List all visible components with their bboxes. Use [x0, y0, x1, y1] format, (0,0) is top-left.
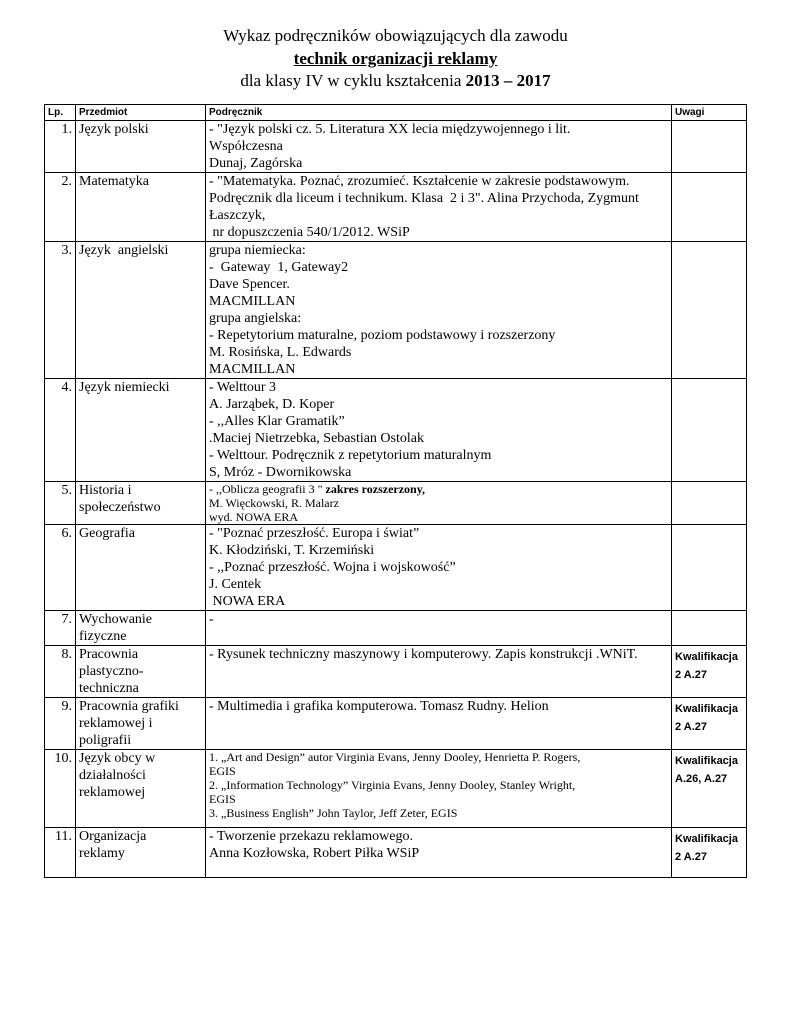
- notes-cell: [672, 828, 747, 878]
- row-number: 11.: [45, 828, 76, 878]
- textbook-cell: [206, 525, 672, 611]
- textbook-line: Dave Spencer.: [209, 277, 290, 292]
- textbook-line: wyd. NOWA ERA: [209, 510, 298, 524]
- class-cycle-prefix: dla klasy IV w cyklu kształcenia: [240, 71, 466, 90]
- table-row: [45, 173, 747, 242]
- textbook-line: - ,,Poznać przeszłość. Wojna i wojskowość”: [209, 560, 456, 575]
- subject-cell: [76, 611, 206, 646]
- textbook-line: - Rysunek techniczny maszynowy i komputerowy. Zapis konstrukcji .WNiT.: [209, 647, 638, 662]
- textbook-line: [209, 482, 668, 496]
- class-cycle-line: [0, 71, 791, 91]
- textbook-line: nr dopuszczenia 540/1/2012. WSiP: [209, 225, 410, 240]
- qualification-note: A.26, A.27: [675, 773, 728, 785]
- notes-cell: [672, 525, 747, 611]
- textbook-scope: zakres rozszerzony,: [325, 482, 426, 496]
- notes-cell: [672, 646, 747, 698]
- subject-cell: [76, 121, 206, 173]
- table-row: [45, 121, 747, 173]
- subject-line: Język niemiecki: [79, 380, 170, 395]
- qualification-note: 2 A.27: [675, 721, 708, 733]
- textbook-line: MACMILLAN: [209, 294, 296, 309]
- row-number: 4.: [45, 379, 76, 482]
- textbook-line: - Welttour 3: [209, 380, 277, 395]
- row-number: 5.: [45, 482, 76, 525]
- table-row: [45, 242, 747, 379]
- qualification-note: Kwalifikacja: [675, 755, 738, 767]
- textbook-cell: [206, 750, 672, 828]
- subject-line: Historia i: [79, 483, 132, 498]
- table-row: [45, 646, 747, 698]
- row-number: 9.: [45, 698, 76, 750]
- textbook-line: J. Centek: [209, 577, 262, 592]
- textbook-cell: [206, 379, 672, 482]
- table-row: [45, 750, 747, 828]
- textbook-table: [44, 104, 747, 878]
- subject-line: fizyczne: [79, 629, 127, 644]
- subject-line: reklamowej i: [79, 716, 153, 731]
- notes-cell: [672, 173, 747, 242]
- subject-line: Organizacja: [79, 829, 147, 844]
- notes-cell: [672, 121, 747, 173]
- subject-line: Język polski: [79, 122, 149, 137]
- subject-cell: [76, 698, 206, 750]
- subject-line: społeczeństwo: [79, 500, 161, 515]
- textbook-line: 1. „Art and Design” autor Virginia Evans, Jenny Dooley, Henrietta P. Rogers,: [209, 750, 581, 764]
- subject-line: plastyczno-: [79, 664, 144, 679]
- textbook-line: 3. „Business English” John Taylor, Jeff Zeter, EGIS: [209, 806, 458, 820]
- textbook-line: 2. „Information Technology” Virginia Evans, Jenny Dooley, Stanley Wright,: [209, 778, 576, 792]
- textbook-cell: [206, 698, 672, 750]
- textbook-line: .Maciej Nietrzebka, Sebastian Ostolak: [209, 431, 424, 446]
- textbook-line: - Repetytorium maturalne, poziom podstawowy i rozszerzony: [209, 328, 556, 343]
- qualification-note: 2 A.27: [675, 851, 708, 863]
- row-number: 1.: [45, 121, 76, 173]
- subject-line: Pracownia: [79, 647, 139, 662]
- textbook-line: Anna Kozłowska, Robert Piłka WSiP: [209, 846, 420, 861]
- subject-line: Wychowanie: [79, 612, 153, 627]
- textbook-cell: [206, 173, 672, 242]
- subject-cell: [76, 525, 206, 611]
- profession-name: technik organizacji reklamy: [293, 49, 498, 68]
- row-number: 7.: [45, 611, 76, 646]
- column-header-subject: Przedmiot: [76, 105, 206, 121]
- row-number: 10.: [45, 750, 76, 828]
- textbook-line: Łaszczyk,: [209, 208, 266, 223]
- subject-cell: [76, 646, 206, 698]
- row-number: 3.: [45, 242, 76, 379]
- table-header-row: [45, 105, 747, 121]
- textbook-line: - Multimedia i grafika komputerowa. Tomasz Rudny. Helion: [209, 699, 549, 714]
- textbook-line: -: [209, 612, 214, 627]
- notes-cell: [672, 750, 747, 828]
- table-row: [45, 525, 747, 611]
- textbook-line: - Gateway 1, Gateway2: [209, 260, 349, 275]
- textbook-line: M. Więckowski, R. Malarz: [209, 496, 339, 510]
- subject-line: techniczna: [79, 681, 139, 696]
- qualification-note: 2 A.27: [675, 669, 708, 681]
- subject-cell: [76, 750, 206, 828]
- column-header-lp: Lp.: [45, 105, 76, 121]
- textbook-line: Podręcznik dla liceum i technikum. Klasa 2 i 3". Alina Przychoda, Zygmunt: [209, 191, 639, 206]
- textbook-cell: [206, 482, 672, 525]
- cycle-years: 2013 – 2017: [465, 71, 551, 90]
- textbook-line: - "Matematyka. Poznać, zrozumieć. Kształcenie w zakresie podstawowym.: [209, 174, 630, 189]
- document-title: Wykaz podręczników obowiązujących dla zawodu: [223, 26, 568, 45]
- textbook-line: A. Jarząbek, D. Koper: [209, 397, 335, 412]
- textbook-cell: [206, 242, 672, 379]
- row-number: 8.: [45, 646, 76, 698]
- qualification-note: Kwalifikacja: [675, 651, 738, 663]
- textbook-line: EGIS: [209, 792, 236, 806]
- column-header-notes: Uwagi: [672, 105, 747, 121]
- textbook-cell: [206, 121, 672, 173]
- textbook-line: - "Język polski cz. 5. Literatura XX lecia międzywojennego i lit.: [209, 122, 571, 137]
- textbook-line: M. Rosińska, L. Edwards: [209, 345, 352, 360]
- qualification-note: Kwalifikacja: [675, 833, 738, 845]
- notes-cell: [672, 242, 747, 379]
- textbook-line: NOWA ERA: [209, 594, 286, 609]
- subject-line: Język obcy w: [79, 751, 156, 766]
- table-row: [45, 698, 747, 750]
- subject-line: Geografia: [79, 526, 135, 541]
- textbook-line: - "Poznać przeszłość. Europa i świat”: [209, 526, 420, 541]
- row-number: 2.: [45, 173, 76, 242]
- textbook-line: grupa niemiecka:: [209, 243, 306, 258]
- textbook-line: S, Mróz - Dwornikowska: [209, 465, 352, 480]
- table-row: [45, 482, 747, 525]
- textbook-line: - Welttour. Podręcznik z repetytorium maturalnym: [209, 448, 492, 463]
- row-number: 6.: [45, 525, 76, 611]
- subject-cell: [76, 242, 206, 379]
- textbook-line: EGIS: [209, 764, 236, 778]
- subject-cell: [76, 379, 206, 482]
- textbook-line: grupa angielska:: [209, 311, 302, 326]
- table-row: [45, 379, 747, 482]
- textbook-line: MACMILLAN: [209, 362, 296, 377]
- table-body: [45, 121, 747, 878]
- table-row: [45, 828, 747, 878]
- notes-cell: [672, 698, 747, 750]
- notes-cell: [672, 482, 747, 525]
- notes-cell: [672, 611, 747, 646]
- textbook-line: Współczesna: [209, 139, 283, 154]
- subject-line: poligrafii: [79, 733, 132, 748]
- subject-line: reklamowej: [79, 785, 146, 800]
- subject-line: działalności: [79, 768, 146, 783]
- table-row: [45, 611, 747, 646]
- textbook-cell: [206, 828, 672, 878]
- subject-cell: [76, 173, 206, 242]
- subject-line: Pracownia grafiki: [79, 699, 179, 714]
- qualification-note: Kwalifikacja: [675, 703, 738, 715]
- textbook-line: K. Kłodziński, T. Krzemiński: [209, 543, 375, 558]
- subject-cell: [76, 828, 206, 878]
- textbook-line: Dunaj, Zagórska: [209, 156, 303, 171]
- subject-line: Matematyka: [79, 174, 149, 189]
- subject-line: Język angielski: [79, 243, 169, 258]
- textbook-cell: [206, 646, 672, 698]
- notes-cell: [672, 379, 747, 482]
- textbook-line: - Tworzenie przekazu reklamowego.: [209, 829, 413, 844]
- column-header-textbook: Podręcznik: [206, 105, 672, 121]
- subject-line: reklamy: [79, 846, 125, 861]
- textbook-cell: [206, 611, 672, 646]
- textbook-line: - ,,Alles Klar Gramatik”: [209, 414, 345, 429]
- textbook-title: - ,,Oblicza geografii 3 ": [209, 482, 326, 496]
- subject-cell: [76, 482, 206, 525]
